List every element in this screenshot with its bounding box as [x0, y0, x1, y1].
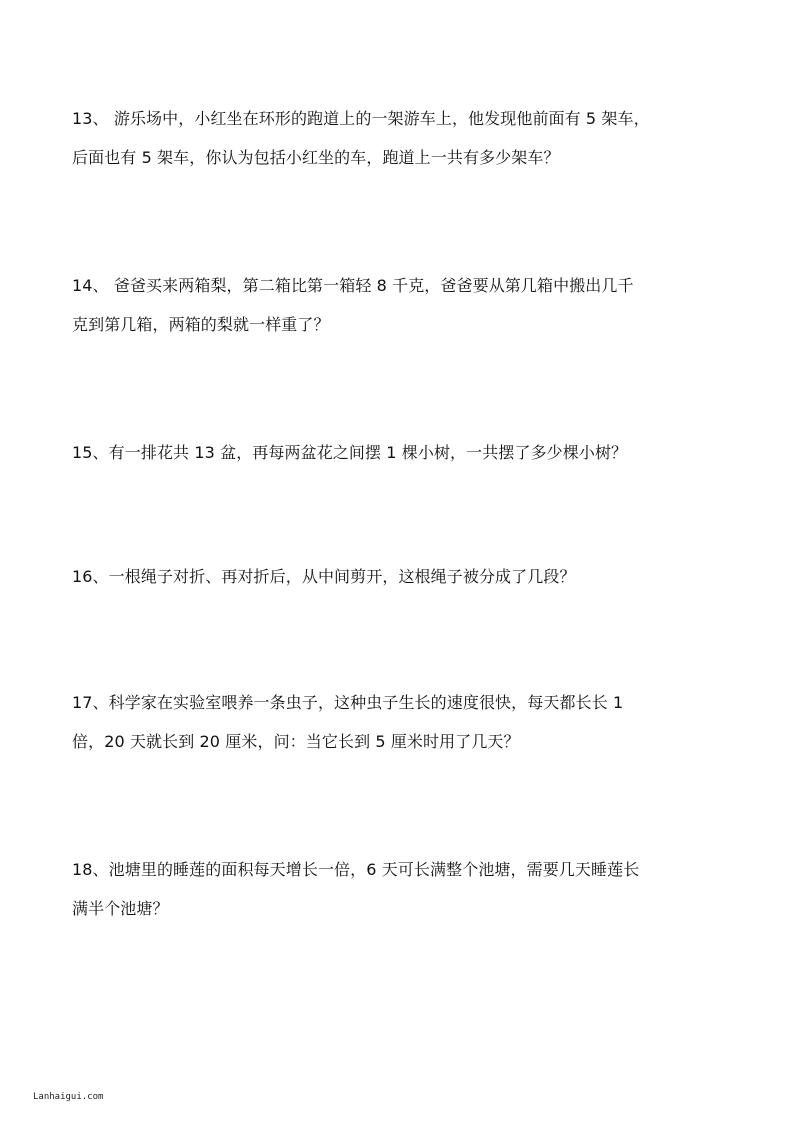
question-18-line-2: 满半个池塘？: [72, 899, 169, 918]
question-17-line-1: 17、科学家在实验室喂养一条虫子，这种虫子生长的速度很快，每天都长长 1: [72, 693, 624, 712]
question-17: [72, 683, 728, 761]
question-15-line-1: 15、有一排花共 13 盆，再每两盆花之间摆 1 棵小树，一共摆了多少棵小树？: [72, 443, 628, 462]
question-13-line-2: 后面也有 5 架车，你认为包括小红坐的车，跑道上一共有多少架车？: [72, 148, 560, 167]
question-14-line-1: 14、 爸爸买来两箱梨，第二箱比第一箱轻 8 千克，爸爸要从第几箱中搬出几千: [72, 276, 634, 295]
question-14: [72, 266, 728, 344]
question-13-line-1: 13、 游乐场中，小红坐在环形的跑道上的一架游车上，他发现他前面有 5 架车，: [72, 109, 650, 128]
question-13: [72, 99, 728, 177]
question-15: [72, 433, 728, 472]
question-14-line-2: 克到第几箱，两箱的梨就一样重了？: [72, 315, 330, 334]
question-17-line-2: 倍，20 天就长到 20 厘米，问：当它长到 5 厘米时用了几天？: [72, 732, 520, 751]
question-16: [72, 557, 728, 596]
question-18: [72, 850, 728, 928]
footer-watermark: Lanhaigui.com: [33, 1092, 104, 1102]
question-16-line-1: 16、一根绳子对折、再对折后，从中间剪开，这根绳子被分成了几段？: [72, 567, 576, 586]
question-18-line-1: 18、池塘里的睡莲的面积每天增长一倍，6 天可长满整个池塘，需要几天睡莲长: [72, 860, 640, 879]
